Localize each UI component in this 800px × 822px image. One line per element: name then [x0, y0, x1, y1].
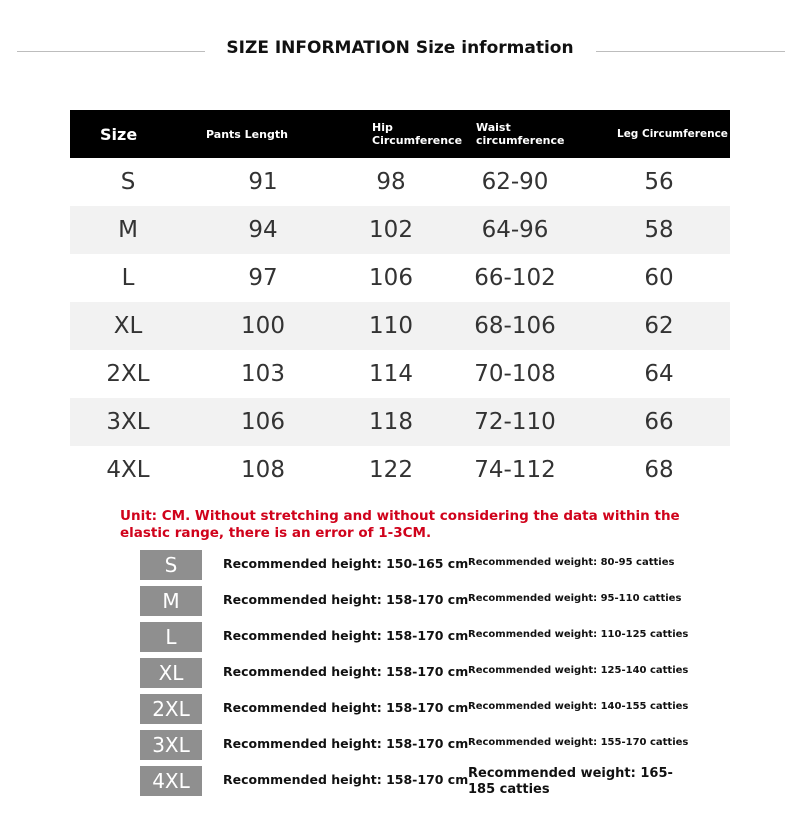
- cell-pants: 108: [241, 457, 285, 483]
- table-row: [70, 254, 730, 302]
- cell-pants: 103: [241, 361, 285, 387]
- cell-leg: 60: [644, 265, 674, 291]
- table-row: [70, 398, 730, 446]
- cell-hip: 122: [369, 457, 413, 483]
- cell-waist: 74-112: [474, 457, 556, 483]
- header-leg: Leg Circumference: [617, 128, 728, 140]
- recommended-height: Recommended height: 158-170 cm: [223, 736, 469, 751]
- cell-size: XL: [113, 313, 143, 339]
- cell-size: M: [118, 217, 138, 243]
- recommended-weight: Recommended weight: 125-140 catties: [468, 665, 689, 676]
- cell-leg: 64: [644, 361, 674, 387]
- cell-size: 4XL: [106, 457, 150, 483]
- cell-pants: 97: [248, 265, 278, 291]
- cell-waist: 64-96: [481, 217, 549, 243]
- size-badge: L: [140, 622, 202, 652]
- recommended-height: Recommended height: 158-170 cm: [223, 628, 469, 643]
- recommended-weight: Recommended weight: 155-170 catties: [468, 737, 689, 748]
- header-hip: [340, 121, 463, 147]
- recommended-height: Recommended height: 158-170 cm: [223, 664, 469, 679]
- recommendation-row: [140, 766, 740, 802]
- recommended-height: Recommended height: 158-170 cm: [223, 592, 469, 607]
- recommendation-row: [140, 730, 740, 766]
- cell-waist: 62-90: [481, 169, 549, 195]
- recommended-height: Recommended height: 158-170 cm: [223, 700, 469, 715]
- recommendation-row: [140, 622, 740, 658]
- cell-hip: 106: [369, 265, 413, 291]
- title-divider-right: [596, 51, 785, 52]
- cell-pants: 100: [241, 313, 285, 339]
- page-title: SIZE INFORMATION Size information: [226, 38, 574, 58]
- size-badge: M: [140, 586, 202, 616]
- cell-waist: 72-110: [474, 409, 556, 435]
- cell-size: S: [120, 169, 136, 195]
- cell-leg: 62: [644, 313, 674, 339]
- table-row: [70, 350, 730, 398]
- cell-size: 2XL: [106, 361, 150, 387]
- recommended-weight: Recommended weight: 80-95 catties: [468, 557, 675, 568]
- title-bar: [0, 36, 800, 64]
- cell-hip: 110: [369, 313, 413, 339]
- header-waist: Waist circumference: [476, 121, 565, 147]
- header-hip-line1: Hip: [372, 121, 393, 134]
- cell-leg: 58: [644, 217, 674, 243]
- recommendation-row: [140, 550, 740, 586]
- recommended-weight: Recommended weight: 165-185 catties: [468, 766, 673, 797]
- table-header: [70, 110, 730, 158]
- cell-leg: 68: [644, 457, 674, 483]
- recommended-weight: Recommended weight: 110-125 catties: [468, 629, 689, 640]
- table-row: [70, 206, 730, 254]
- size-badge: XL: [140, 658, 202, 688]
- header-pants-length: Pants Length: [206, 127, 288, 141]
- table-row: [70, 158, 730, 206]
- size-badge: 4XL: [140, 766, 202, 796]
- cell-waist: 70-108: [474, 361, 556, 387]
- recommendation-row: [140, 694, 740, 730]
- cell-hip: 102: [369, 217, 413, 243]
- cell-hip: 118: [369, 409, 413, 435]
- cell-waist: 66-102: [474, 265, 556, 291]
- cell-hip: 114: [369, 361, 413, 387]
- cell-size: L: [121, 265, 135, 291]
- size-badge: S: [140, 550, 202, 580]
- cell-leg: 66: [644, 409, 674, 435]
- cell-pants: 91: [248, 169, 278, 195]
- recommended-weight: Recommended weight: 140-155 catties: [468, 701, 689, 712]
- recommendation-row: [140, 658, 740, 694]
- cell-hip: 98: [376, 169, 406, 195]
- size-badge: 3XL: [140, 730, 202, 760]
- table-row: [70, 302, 730, 350]
- recommended-height: Recommended height: 158-170 cm: [223, 772, 469, 787]
- unit-note: Unit: CM. Without stretching and without considering the data within the elastic range, there is an error of 1-3CM.: [120, 508, 680, 541]
- size-badge: 2XL: [140, 694, 202, 724]
- cell-pants: 94: [248, 217, 278, 243]
- cell-pants: 106: [241, 409, 285, 435]
- recommendation-list: [140, 550, 740, 802]
- cell-leg: 56: [644, 169, 674, 195]
- table-row: [70, 446, 730, 494]
- recommendation-row: [140, 586, 740, 622]
- cell-waist: 68-106: [474, 313, 556, 339]
- size-table: [70, 110, 730, 494]
- header-size: Size: [100, 124, 138, 144]
- recommended-height: Recommended height: 150-165 cm: [223, 556, 469, 571]
- recommended-weight: Recommended weight: 95-110 catties: [468, 593, 682, 604]
- header-hip-line2: Circumference: [372, 134, 463, 147]
- cell-size: 3XL: [106, 409, 150, 435]
